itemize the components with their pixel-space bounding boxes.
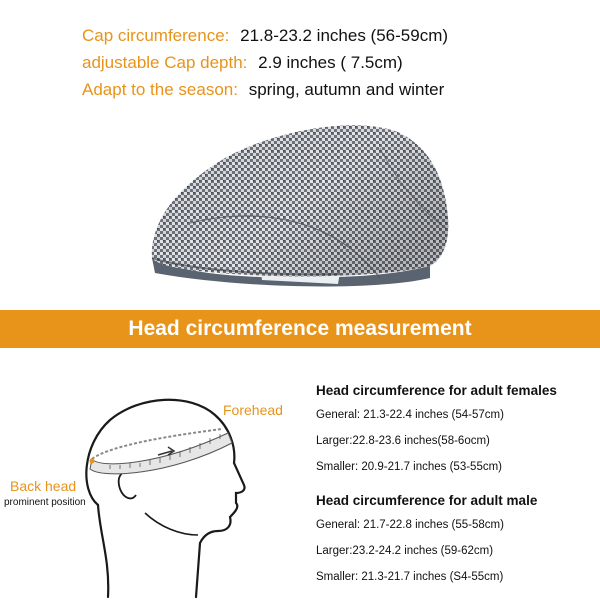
prominent-position-label: prominent position — [4, 497, 86, 508]
spec-cap-depth — [82, 49, 582, 76]
males-smaller: Smaller: 21.3-21.7 inches (S4-55cm) — [316, 571, 504, 583]
forehead-label: Forehead — [223, 402, 283, 418]
spec-season — [82, 76, 582, 103]
spec-label: Cap circumference: — [82, 26, 230, 45]
females-smaller: Smaller: 20.9-21.7 inches (53-55cm) — [316, 461, 502, 473]
back-head-label: Back head — [10, 478, 77, 494]
spec-value: spring, autumn and winter — [248, 80, 445, 99]
spec-cap-circumference — [82, 22, 582, 49]
spec-label: Adapt to the season: — [82, 80, 238, 99]
spec-label: adjustable Cap depth: — [82, 53, 248, 72]
females-title: Head circumference for adult females — [316, 383, 557, 398]
males-title: Head circumference for adult male — [316, 493, 538, 508]
spec-value: 21.8-23.2 inches (56-59cm) — [240, 26, 449, 45]
group-spacer — [316, 480, 596, 490]
spec-list — [82, 22, 582, 103]
flat-cap-image — [130, 108, 470, 308]
section-banner — [0, 310, 600, 348]
males-general: General: 21.7-22.8 inches (55-58cm) — [316, 519, 504, 531]
spec-value: 2.9 inches ( 7.5cm) — [258, 53, 403, 72]
females-larger: Larger:22.8-23.6 inches(58-6ocm) — [316, 435, 490, 447]
measurement-list — [316, 380, 596, 590]
females-general: General: 21.3-22.4 inches (54-57cm) — [316, 409, 504, 421]
males-larger: Larger:23.2-24.2 inches (59-62cm) — [316, 545, 494, 557]
banner-title: Head circumference measurement — [128, 317, 472, 340]
